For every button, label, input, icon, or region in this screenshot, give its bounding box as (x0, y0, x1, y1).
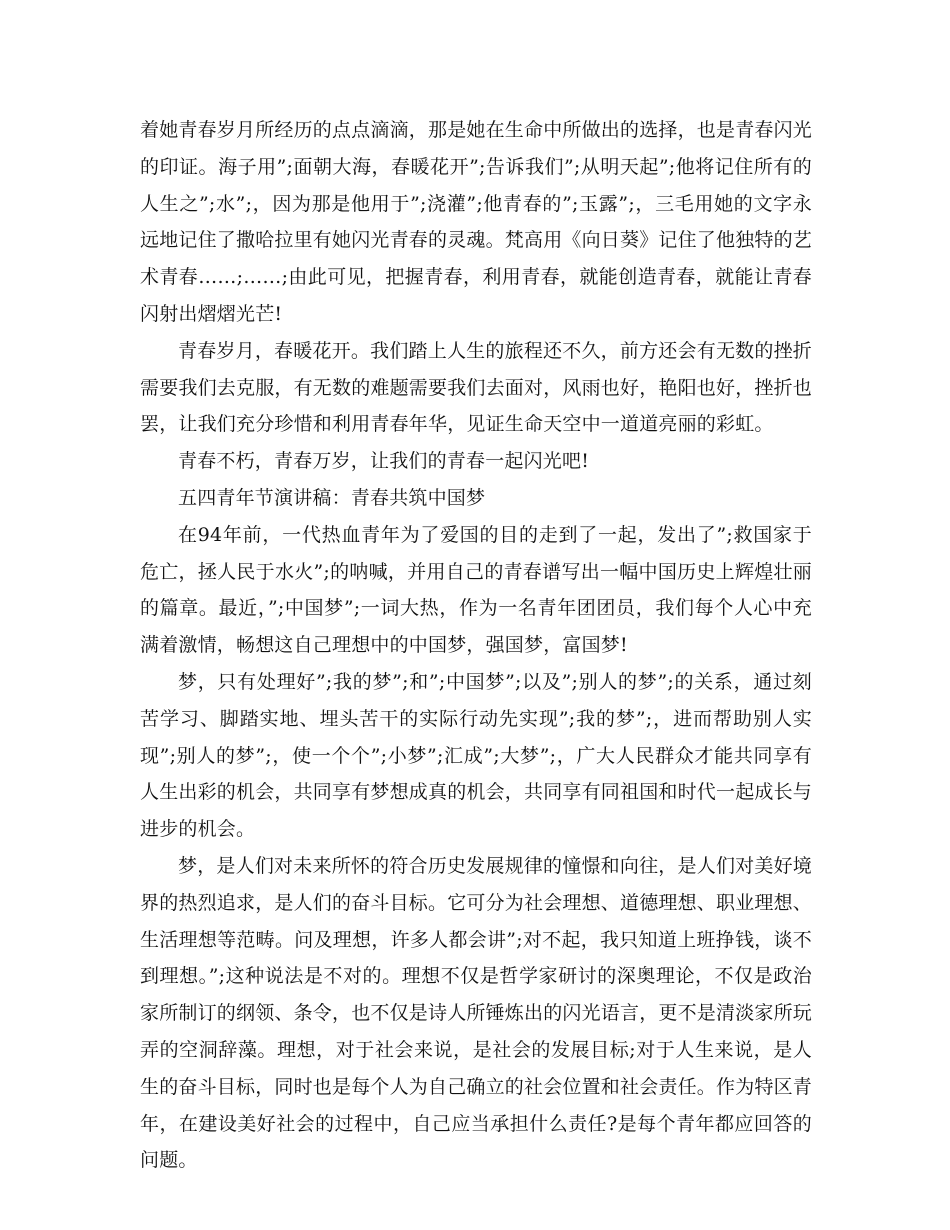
paragraph: 青春不朽，青春万岁，让我们的青春一起闪光吧! (178, 450, 590, 473)
document-body (140, 112, 812, 1179)
paragraph: 梦，只有处理好”;我的梦”;和”;中国梦”;以及”;别人的梦”;的关系，通过刻苦学习、脚踏实地、埋头苦干的实际行动先实现”;我的梦”;，进而帮助别人实现”;别人的梦”;，使一个个”;小梦”;汇成”;大梦”;，广大人民群众才能共同享有人生出彩的机会，共同享有梦想成真的机会，共同享有同祖国和时代一起成长与进步的机会。 (140, 670, 813, 841)
paragraph: 青春岁月，春暖花开。我们踏上人生的旅程还不久，前方还会有无数的挫折需要我们去克服，有无数的难题需要我们去面对，风雨也好，艳阳也好，挫折也罢，让我们充分珍惜和利用青春年华，见证生命天空中一道道亮丽的彩虹。 (140, 339, 813, 436)
paragraph: 在94年前，一代热血青年为了爱国的目的走到了一起，发出了”;救国家于危亡，拯人民于水火”;的呐喊，并用自己的青春谱写出一幅中国历史上辉煌壮丽的篇章。最近，”;中国梦”;一词大热，作为一名青年团团员，我们每个人心中充满着激情，畅想这自己理想中的中国梦，强国梦，富国梦! (140, 523, 812, 657)
paragraph-continuation: 着她青春岁月所经历的点点滴滴，那是她在生命中所做出的选择，也是青春闪光的印证。海子用”;面朝大海，春暖花开”;告诉我们”;从明天起”;他将记住所有的人生之”;水”;，因为那是他用于”;浇灌”;他青春的”;玉露”;，三毛用她的文字永远地记住了撒哈拉里有她闪光青春的灵魂。梵高用《向日葵》记住了他独特的艺术青春……;……;由此可见，把握青春，利用青春，就能创造青春，就能让青春闪射出熠熠光芒! (140, 119, 813, 325)
section-heading: 五四青年节演讲稿：青春共筑中国梦 (178, 486, 486, 509)
paragraph: 梦，是人们对未来所怀的符合历史发展规律的憧憬和向往，是人们对美好境界的热烈追求，是人们的奋斗目标。它可分为社会理想、道德理想、职业理想、生活理想等范畴。问及理想，许多人都会讲”;对不起，我只知道上班挣钱，谈不到理想。”;这种说法是不对的。理想不仅是哲学家研讨的深奥理论，不仅是政治家所制订的纲领、条令，也不仅是诗人所锤炼出的闪光语言，更不是清淡家所玩弄的空洞辞藻。理想，对于社会来说，是社会的发展目标;对于人生来说，是人生的奋斗目标，同时也是每个人为自己确立的社会位置和社会责任。作为特区青年，在建设美好社会的过程中，自己应当承担什么责任?是每个青年都应回答的问题。 (140, 854, 813, 1172)
